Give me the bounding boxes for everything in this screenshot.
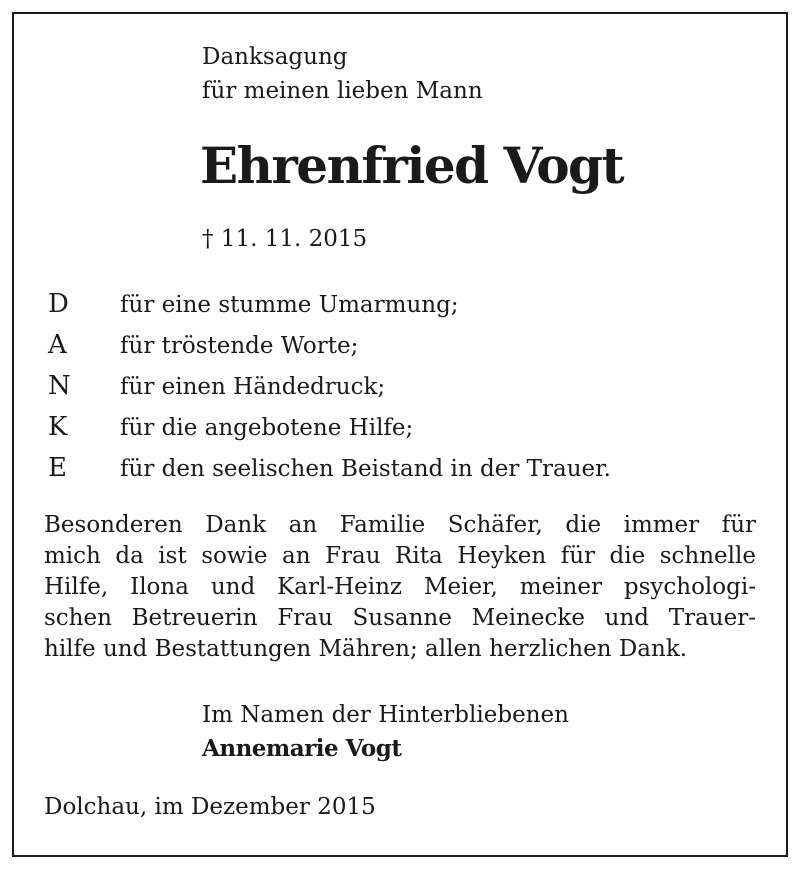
intro-subtitle: für meinen lieben Mann	[202, 78, 483, 104]
signature-intro: Im Namen der Hinterbliebenen	[202, 702, 569, 728]
thanks-line: mich da ist sowie an Frau Rita Heyken für die schnelle	[44, 543, 756, 569]
thanks-line: schen Betreuerin Frau Susanne Meinecke und Trauer-	[44, 605, 756, 631]
danke-letter: K	[48, 412, 68, 442]
danke-row	[44, 448, 744, 489]
danke-row	[44, 325, 744, 366]
danke-letter: D	[48, 289, 69, 319]
danke-row	[44, 407, 744, 448]
danke-text: für tröstende Worte;	[120, 333, 359, 359]
death-date: † 11. 11. 2015	[202, 226, 368, 252]
signature-block	[202, 698, 569, 766]
danke-row	[44, 284, 744, 325]
intro-title: Danksagung	[202, 44, 348, 70]
danke-letter: E	[48, 453, 67, 483]
deceased-name: Ehrenfried Vogt	[200, 136, 624, 195]
danke-acrostic	[44, 284, 744, 489]
danke-text: für den seelischen Beistand in der Trauer.	[120, 456, 611, 482]
danke-row	[44, 366, 744, 407]
intro-block	[202, 40, 483, 108]
thanks-line: Hilfe, Ilona und Karl-Heinz Meier, meiner psychologi-	[44, 574, 756, 600]
danke-text: für die angebotene Hilfe;	[120, 415, 414, 441]
signature-name: Annemarie Vogt	[202, 735, 402, 762]
place-date: Dolchau, im Dezember 2015	[44, 794, 376, 820]
danke-text: für einen Händedruck;	[120, 374, 386, 400]
thanks-line: Besonderen Dank an Familie Schäfer, die immer für	[44, 512, 756, 538]
danke-letter: N	[48, 371, 71, 401]
danke-text: für eine stumme Umarmung;	[120, 292, 459, 318]
thanks-paragraph	[44, 510, 756, 665]
thanks-line: hilfe und Bestattungen Mähren; allen herzlichen Dank.	[44, 636, 688, 662]
danke-letter: A	[48, 330, 67, 360]
